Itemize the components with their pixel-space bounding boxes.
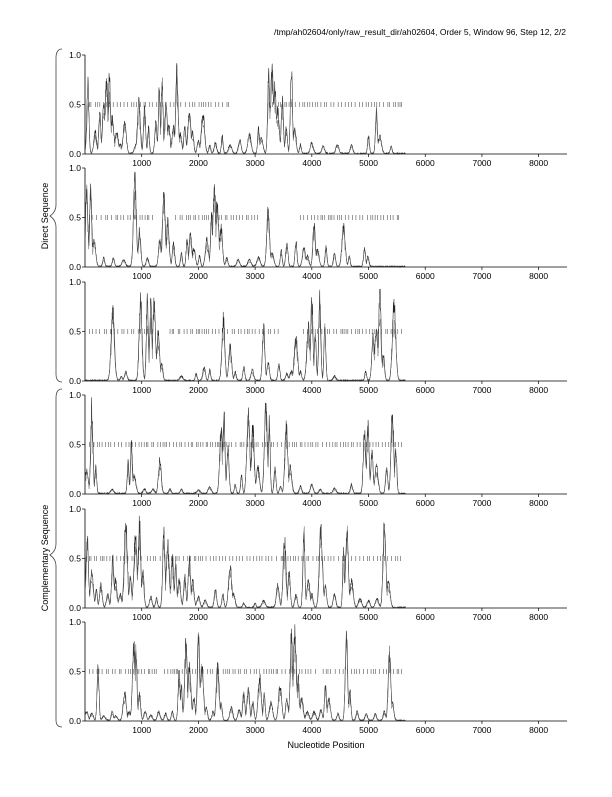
complementary-brace (50, 389, 62, 727)
y-tick-label: 1.0 (69, 277, 81, 287)
x-tick-label: 1000 (132, 385, 152, 395)
x-tick-label: 2000 (188, 271, 208, 281)
x-tick-label: 7000 (472, 158, 492, 168)
x-tick-label: 8000 (529, 612, 549, 622)
y-tick-label: 0.0 (69, 489, 81, 499)
direct-brace (50, 49, 62, 382)
x-tick-label: 3000 (245, 725, 265, 735)
panel-3 (69, 277, 567, 395)
x-tick-label: 7000 (472, 271, 492, 281)
x-tick-label: 8000 (529, 498, 549, 508)
x-tick-label: 1000 (132, 271, 152, 281)
x-tick-label: 7000 (472, 385, 492, 395)
x-tick-label: 6000 (415, 725, 435, 735)
signal-line (85, 289, 405, 381)
y-tick-label: 0.5 (69, 553, 81, 564)
y-tick-label: 1.0 (69, 390, 81, 400)
x-tick-label: 5000 (359, 498, 378, 508)
x-tick-label: 7000 (472, 725, 492, 735)
signal-line (85, 63, 405, 154)
panel-4 (69, 390, 567, 508)
x-tick-label: 4000 (302, 725, 322, 735)
x-tick-label: 6000 (415, 158, 435, 168)
y-tick-label: 0.0 (69, 376, 81, 386)
signal-line-trace (85, 185, 405, 267)
x-tick-label: 5000 (359, 725, 378, 735)
signal-line-trace (85, 65, 405, 154)
x-tick-label: 2000 (188, 385, 208, 395)
y-tick-label: 0.0 (69, 603, 81, 613)
x-tick-label: 8000 (529, 271, 549, 281)
y-tick-label: 0.5 (69, 666, 81, 677)
x-tick-label: 3000 (245, 271, 265, 281)
x-tick-label: 1000 (132, 158, 152, 168)
x-tick-label: 6000 (415, 498, 435, 508)
y-tick-label: 0.0 (69, 716, 81, 726)
x-tick-label: 3000 (245, 498, 265, 508)
signal-line-trace (85, 290, 405, 381)
y-tick-label: 0.0 (69, 149, 81, 159)
x-tick-label: 4000 (302, 498, 322, 508)
x-tick-label: 2000 (188, 612, 208, 622)
x-tick-label: 3000 (245, 158, 265, 168)
x-tick-label: 5000 (359, 612, 378, 622)
signal-line (85, 516, 405, 608)
x-tick-label: 6000 (415, 385, 435, 395)
panel-5 (69, 504, 567, 622)
y-tick-label: 0.5 (69, 212, 81, 223)
y-tick-label: 0.5 (69, 326, 81, 337)
panel-2 (69, 163, 567, 281)
x-tick-label: 5000 (359, 385, 378, 395)
y-tick-label: 1.0 (69, 163, 81, 173)
x-tick-label: 8000 (529, 385, 549, 395)
x-tick-label: 2000 (188, 158, 208, 168)
y-tick-label: 0.5 (69, 99, 81, 110)
x-tick-label: 6000 (415, 271, 435, 281)
x-tick-label: 7000 (472, 612, 492, 622)
panels-layer (69, 50, 567, 735)
x-tick-label: 1000 (132, 725, 152, 735)
panel-1 (69, 50, 567, 168)
y-tick-label: 1.0 (69, 617, 81, 627)
x-tick-label: 5000 (359, 158, 378, 168)
x-tick-label: 3000 (245, 385, 265, 395)
panel-6 (69, 617, 567, 735)
signal-line-trace (85, 521, 405, 608)
x-tick-label: 4000 (302, 271, 322, 281)
x-tick-label: 3000 (245, 612, 265, 622)
x-tick-label: 5000 (359, 271, 378, 281)
x-tick-label: 4000 (302, 612, 322, 622)
x-tick-label: 7000 (472, 498, 492, 508)
y-tick-label: 0.5 (69, 439, 81, 450)
y-tick-label: 1.0 (69, 504, 81, 514)
x-tick-label: 1000 (132, 498, 152, 508)
x-tick-label: 4000 (302, 385, 322, 395)
x-tick-label: 4000 (302, 158, 322, 168)
direct-sequence-label: Direct Sequence (40, 182, 50, 250)
x-tick-label: 8000 (529, 725, 549, 735)
figure-header: /tmp/ah02604/only/raw_result_dir/ah02604, Order 5, Window 96, Step 12, 2/2 (273, 27, 566, 37)
x-tick-label: 2000 (188, 725, 208, 735)
x-tick-label: 8000 (529, 158, 549, 168)
x-axis-label: Nucleotide Position (287, 740, 365, 750)
y-tick-label: 1.0 (69, 50, 81, 60)
x-tick-label: 6000 (415, 612, 435, 622)
y-tick-label: 0.0 (69, 262, 81, 272)
complementary-sequence-label: Complementary Sequence (40, 504, 50, 612)
x-tick-label: 1000 (132, 612, 152, 622)
x-tick-label: 2000 (188, 498, 208, 508)
